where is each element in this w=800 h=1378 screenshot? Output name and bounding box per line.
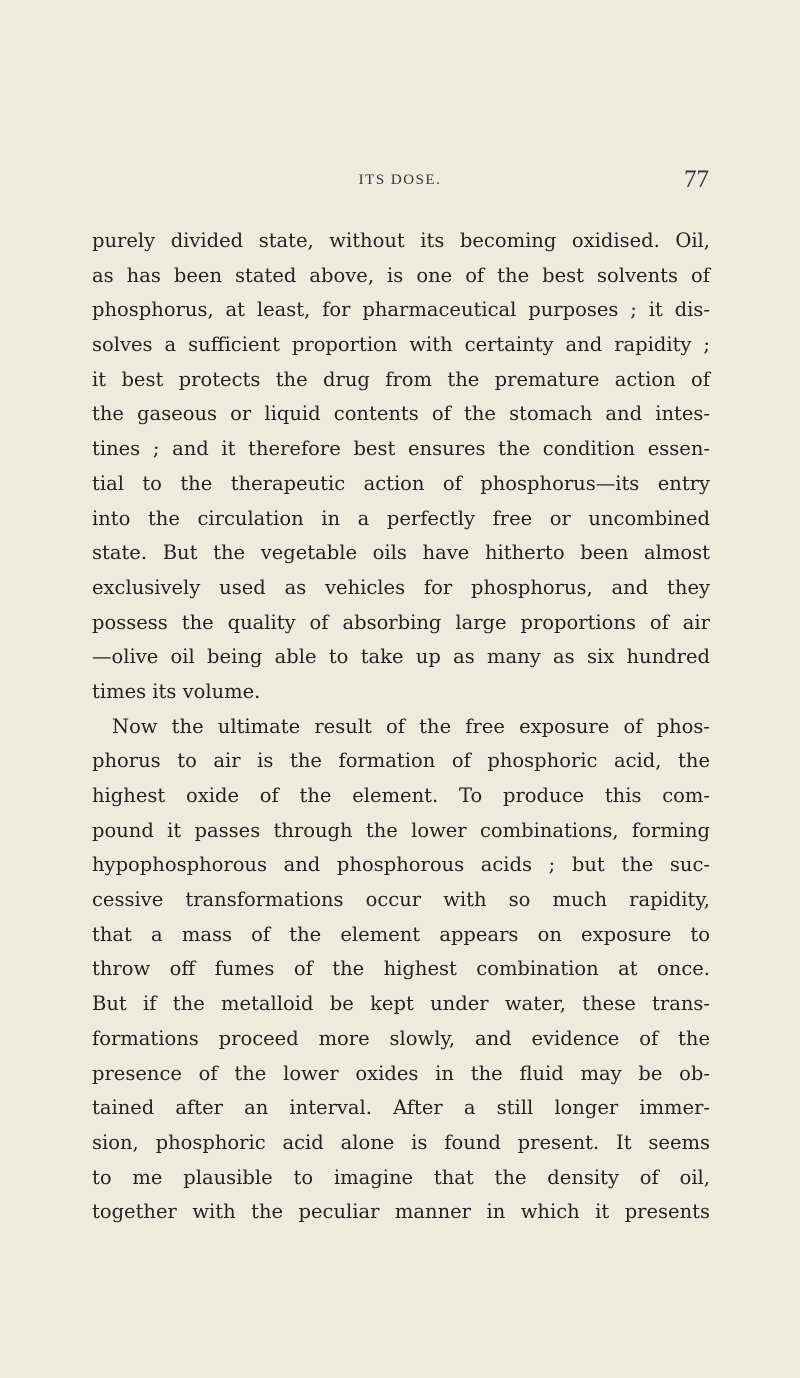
text-line: phorus to air is the formation of phosphoric acid, the xyxy=(92,749,710,773)
text-line: —olive oil being able to take up as many as six hundred xyxy=(92,645,710,669)
text-line: highest oxide of the element. To produce this com- xyxy=(92,784,710,807)
text-line: the gaseous or liquid contents of the stomach and intes- xyxy=(92,402,710,426)
text-line: solves a sufficient proportion with certainty and rapidity ; xyxy=(92,333,710,357)
running-title: ITS DOSE. xyxy=(358,172,442,188)
text-line: throw off fumes of the highest combination at once. xyxy=(92,957,710,981)
text-line: tial to the therapeutic action of phosphorus—its entry xyxy=(92,471,710,495)
text-line: that a mass of the element appears on exposure to xyxy=(92,922,710,946)
text-line: together with the peculiar manner in which it presents xyxy=(92,1200,710,1224)
text-line: possess the quality of absorbing large proportions of air xyxy=(92,610,710,634)
text-line: to me plausible to imagine that the density of oil, xyxy=(92,1165,710,1189)
text-line: tines ; and it therefore best ensures the condition essen- xyxy=(92,437,710,461)
text-line: times its volume. xyxy=(92,679,261,703)
text-line: But if the metalloid be kept under water, these trans- xyxy=(92,992,710,1016)
text-line: exclusively used as vehicles for phosphorus, and they xyxy=(92,575,710,599)
running-head xyxy=(0,166,800,196)
text-line: formations proceed more slowly, and evidence of the xyxy=(92,1026,710,1050)
text-line: as has been stated above, is one of the best solvents of xyxy=(92,263,710,287)
text-line: hypophosphorous and phosphorous acids ; but the suc- xyxy=(92,853,710,877)
text-line: presence of the lower oxides in the fluid may be ob- xyxy=(92,1061,710,1085)
text-line: it best protects the drug from the premature action of xyxy=(92,367,710,391)
text-line: tained after an interval. After a still longer immer- xyxy=(92,1096,710,1120)
text-line: state. But the vegetable oils have hitherto been almost xyxy=(92,541,710,565)
text-line: purely divided state, without its becoming oxidised. Oil, xyxy=(92,229,710,252)
text-line: sion, phosphoric acid alone is found present. It seems xyxy=(92,1130,710,1154)
text-line: phosphorus, at least, for pharmaceutical purposes ; it dis- xyxy=(92,298,710,322)
page-number: 77 xyxy=(684,166,709,193)
text-line: cessive transformations occur with so much rapidity, xyxy=(92,888,710,912)
body-text xyxy=(92,224,710,1230)
text-line: into the circulation in a perfectly free or uncombined xyxy=(92,506,710,530)
text-line: Now the ultimate result of the free exposure of phos- xyxy=(112,714,710,738)
text-line: pound it passes through the lower combinations, forming xyxy=(92,818,710,842)
